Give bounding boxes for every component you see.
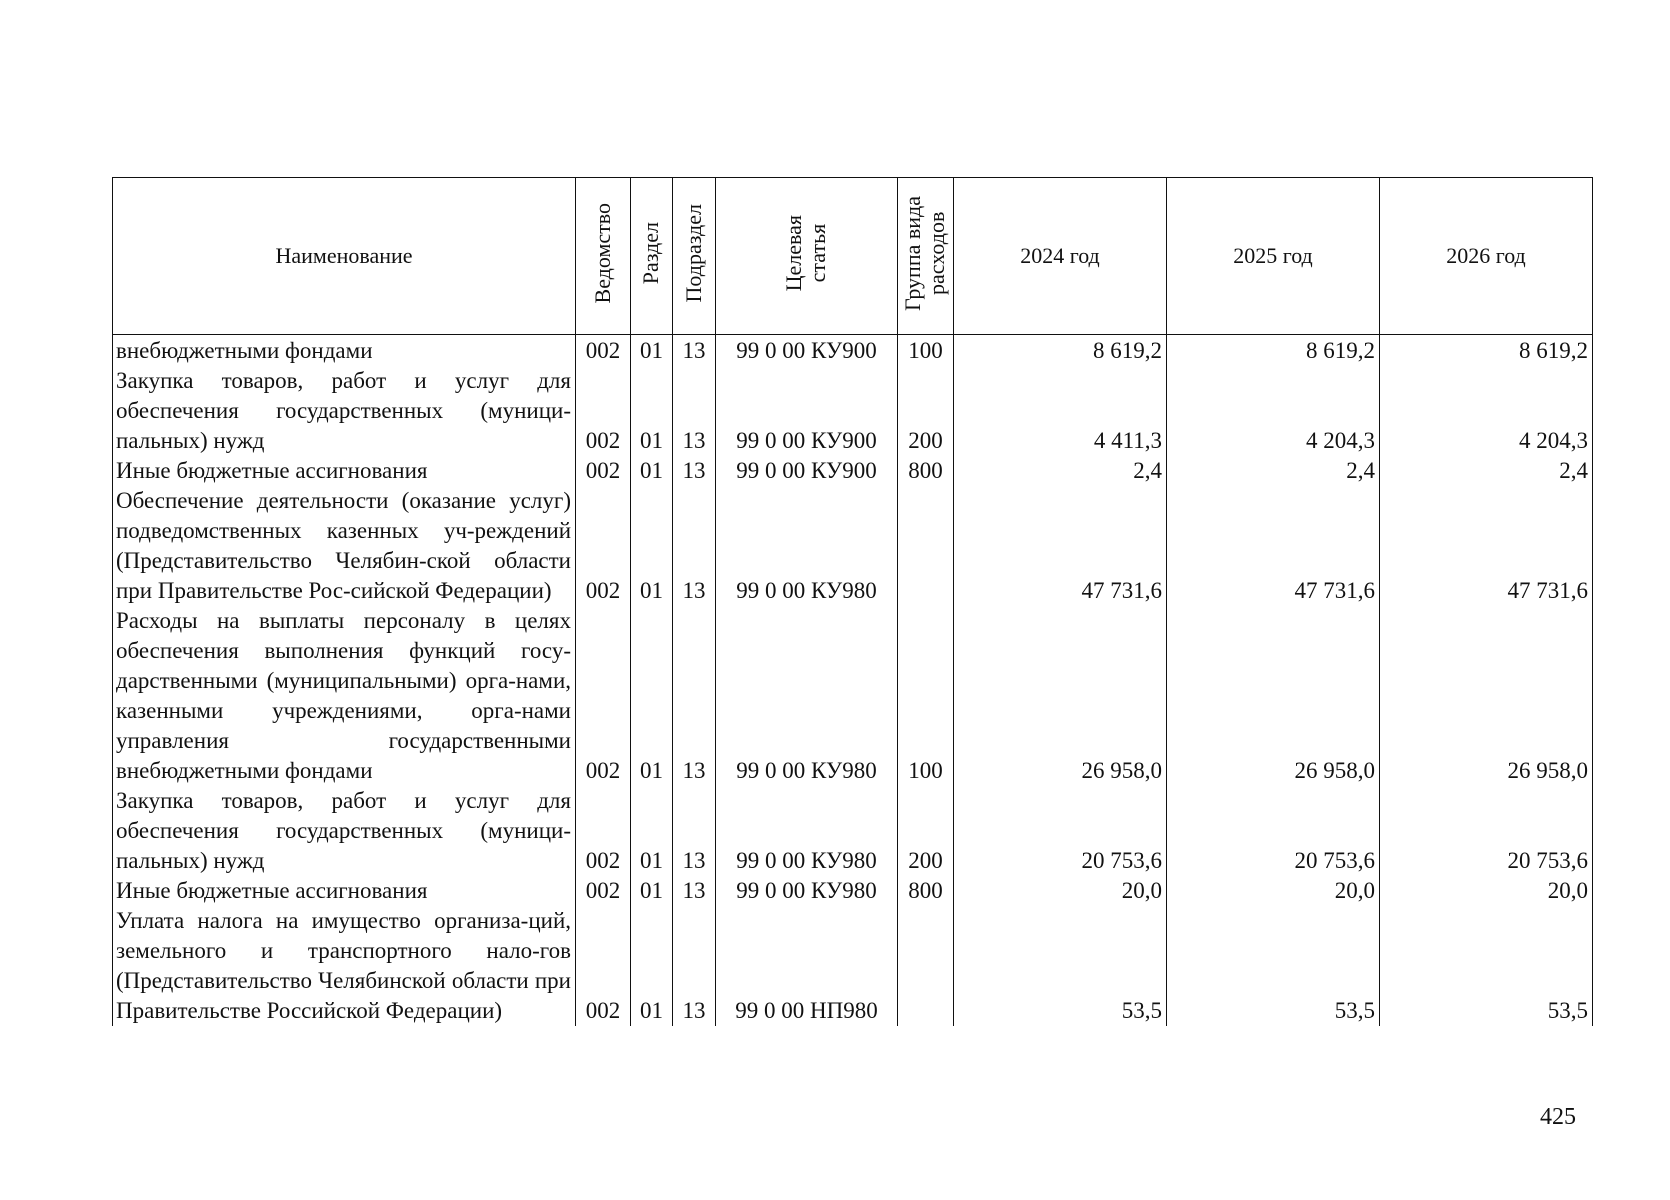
header-2026: 2026 год [1380,178,1593,335]
row-tselevaya: 99 0 00 КУ980 [716,486,898,606]
row-razdel: 01 [631,906,673,1026]
row-tselevaya: 99 0 00 КУ900 [716,456,898,486]
row-gruppa: 100 [898,606,954,786]
row-2025: 20 753,6 [1167,786,1380,876]
row-2024: 4 411,3 [954,366,1167,456]
row-2026: 20,0 [1380,876,1593,906]
row-gruppa: 200 [898,366,954,456]
header-2025: 2025 год [1167,178,1380,335]
row-vedomstvo: 002 [576,906,631,1026]
row-2026: 53,5 [1380,906,1593,1026]
row-2024: 20 753,6 [954,786,1167,876]
table-row [113,335,1593,367]
row-razdel: 01 [631,786,673,876]
row-2026: 2,4 [1380,456,1593,486]
row-gruppa: 800 [898,876,954,906]
row-name: Закупка товаров, работ и услуг для обеспечения государственных (муници-пальных) нужд [113,366,576,456]
row-2025: 47 731,6 [1167,486,1380,606]
header-tselevaya: Целевая статья [716,178,898,335]
row-name: Иные бюджетные ассигнования [113,876,576,906]
row-gruppa [898,486,954,606]
row-2025: 26 958,0 [1167,606,1380,786]
row-name: Обеспечение деятельности (оказание услуг) подведомственных казенных уч-реждений (Представительство Челябин-ской области при Правительстве Рос-сийской Федерации) [113,486,576,606]
row-name: Закупка товаров, работ и услуг для обеспечения государственных (муници-пальных) нужд [113,786,576,876]
row-2026: 20 753,6 [1380,786,1593,876]
row-2024: 20,0 [954,876,1167,906]
row-tselevaya: 99 0 00 КУ980 [716,786,898,876]
budget-table-page [112,177,1592,1086]
row-2024: 53,5 [954,906,1167,1026]
row-razdel: 01 [631,606,673,786]
row-tselevaya: 99 0 00 НП980 [716,906,898,1026]
row-vedomstvo: 002 [576,366,631,456]
row-name: Уплата налога на имущество организа-ций, земельного и транспортного нало-гов (Представительство Челябинской области при Правительстве Российской Федерации) [113,906,576,1026]
row-podrazdel: 13 [673,786,716,876]
row-podrazdel: 13 [673,906,716,1026]
row-2025: 4 204,3 [1167,366,1380,456]
row-vedomstvo: 002 [576,786,631,876]
row-vedomstvo: 002 [576,606,631,786]
row-vedomstvo: 002 [576,335,631,367]
header-2024: 2024 год [954,178,1167,335]
header-name: Наименование [113,178,576,335]
row-tselevaya: 99 0 00 КУ980 [716,876,898,906]
row-2026: 47 731,6 [1380,486,1593,606]
budget-table [112,177,1593,1026]
row-vedomstvo: 002 [576,456,631,486]
row-vedomstvo: 002 [576,486,631,606]
table-header [113,178,1593,335]
row-name: внебюджетными фондами [113,335,576,367]
row-podrazdel: 13 [673,876,716,906]
header-podrazdel: Подраздел [673,178,716,335]
table-row [113,786,1593,876]
row-gruppa: 800 [898,456,954,486]
row-2026: 8 619,2 [1380,335,1593,367]
row-2026: 26 958,0 [1380,606,1593,786]
row-podrazdel: 13 [673,606,716,786]
row-name: Иные бюджетные ассигнования [113,456,576,486]
table-row [113,456,1593,486]
row-gruppa: 200 [898,786,954,876]
row-2025: 20,0 [1167,876,1380,906]
row-tselevaya: 99 0 00 КУ900 [716,366,898,456]
row-razdel: 01 [631,366,673,456]
row-podrazdel: 13 [673,366,716,456]
table-row [113,906,1593,1026]
row-tselevaya: 99 0 00 КУ980 [716,606,898,786]
row-2024: 2,4 [954,456,1167,486]
header-gruppa: Группа вида расходов [898,178,954,335]
row-podrazdel: 13 [673,456,716,486]
table-row [113,366,1593,456]
row-2025: 8 619,2 [1167,335,1380,367]
row-podrazdel: 13 [673,486,716,606]
row-2025: 2,4 [1167,456,1380,486]
table-row [113,486,1593,606]
row-2026: 4 204,3 [1380,366,1593,456]
row-2024: 26 958,0 [954,606,1167,786]
table-row [113,606,1593,786]
row-razdel: 01 [631,335,673,367]
table-row [113,876,1593,906]
row-tselevaya: 99 0 00 КУ900 [716,335,898,367]
row-razdel: 01 [631,486,673,606]
row-gruppa: 100 [898,335,954,367]
row-2025: 53,5 [1167,906,1380,1026]
header-razdel: Раздел [631,178,673,335]
row-name: Расходы на выплаты персоналу в целях обеспечения выполнения функций госу-дарственными (муниципальными) орга-нами, казенными учреждениями, орга-нами управления государственными внебюджетными фондами [113,606,576,786]
row-podrazdel: 13 [673,335,716,367]
page-number: 425 [1540,1104,1576,1130]
table-body [113,335,1593,1027]
header-vedomstvo: Ведомство [576,178,631,335]
row-razdel: 01 [631,456,673,486]
row-razdel: 01 [631,876,673,906]
row-2024: 8 619,2 [954,335,1167,367]
row-vedomstvo: 002 [576,876,631,906]
row-2024: 47 731,6 [954,486,1167,606]
row-gruppa [898,906,954,1026]
